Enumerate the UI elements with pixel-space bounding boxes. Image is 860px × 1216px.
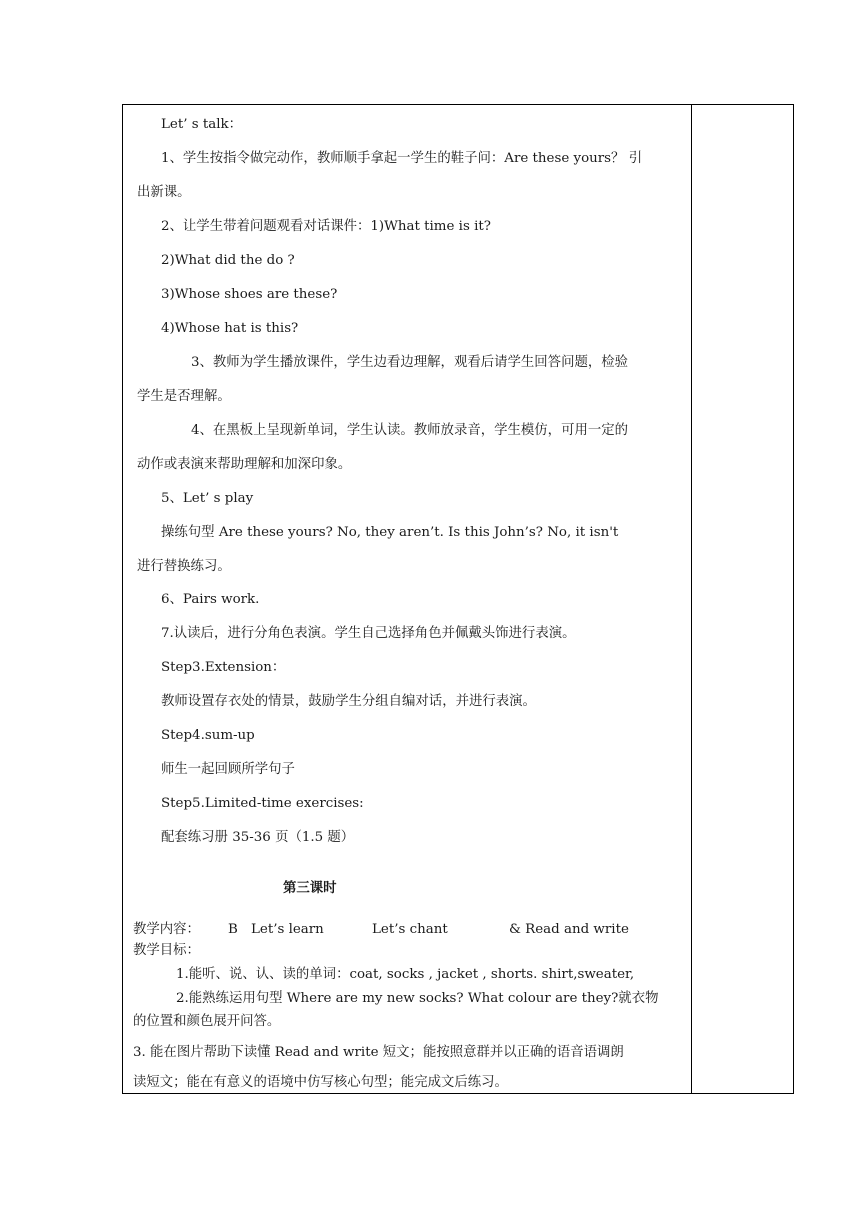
step3-line-b: 学生是否理解。 [137,389,231,404]
step2-line: 2、让学生带着问题观看对话课件：1)What time is it? [161,219,491,234]
goal-3-line-b: 读短文；能在有意义的语境中仿写核心句型；能完成文后练习。 [133,1075,508,1090]
question-4: 4)Whose hat is this? [161,321,299,336]
lesson3-heading: 第三课时 [283,881,337,896]
content-lets-learn: Let’s learn [251,922,324,937]
lesson-plan-table [122,104,794,1094]
goal-1: 1.能听、说、认、读的单词：coat, socks , jacket , shorts. shirt,sweater, [176,967,635,982]
notes-cell [692,105,794,1093]
content-label: 教学内容： [133,922,200,937]
content-lets-chant: Let’s chant [372,922,448,937]
exercises-title: Step5.Limited-time exercises: [161,796,364,811]
sumup-title: Step4.sum-up [161,728,255,743]
drill-line-a: 操练句型 Are these yours? No, they aren’t. Is this John’s? No, it isn't [161,525,619,540]
goal-3-line-a: 3. 能在图片帮助下读懂 Read and write 短文；能按照意群并以正确的语音语调朗 [133,1045,624,1060]
step5-line: 5、Let’ s play [161,491,254,506]
drill-line-b: 进行替换练习。 [137,559,231,574]
step1-line-a: 1、学生按指令做完动作，教师顺手拿起一学生的鞋子问：Are these yours？ 引 [161,151,643,166]
sumup-body: 师生一起回顾所学句子 [161,762,295,777]
step1-line-b: 出新课。 [137,185,191,200]
step6-line: 6、Pairs work. [161,592,260,607]
question-2: 2)What did the do ? [161,253,295,268]
content-b: B [228,922,238,937]
step4-line-a: 4、在黑板上呈现新单词，学生认读。教师放录音，学生模仿，可用一定的 [191,423,629,438]
exercises-body: 配套练习册 35-36 页（1.5 题） [161,830,355,845]
goal-2-line-b: 的位置和颜色展开问答。 [133,1014,281,1029]
step4-line-b: 动作或表演来帮助理解和加深印象。 [137,457,352,472]
main-content-cell [123,105,691,1093]
extension-title: Step3.Extension： [161,660,286,675]
content-read-write: & Read and write [509,922,629,937]
lets-talk-title: Let’ s talk： [161,117,242,132]
goals-label: 教学目标： [133,943,200,958]
step7-line: 7.认读后，进行分角色表演。学生自己选择角色并佩戴头饰进行表演。 [161,626,576,641]
step3-line-a: 3、教师为学生播放课件，学生边看边理解，观看后请学生回答问题，检验 [191,355,629,370]
question-3: 3)Whose shoes are these? [161,287,338,302]
goal-2-line-a: 2.能熟练运用句型 Where are my new socks? What colour are they?就衣物 [176,991,659,1006]
extension-body: 教师设置存衣处的情景，鼓励学生分组自编对话，并进行表演。 [161,694,536,709]
